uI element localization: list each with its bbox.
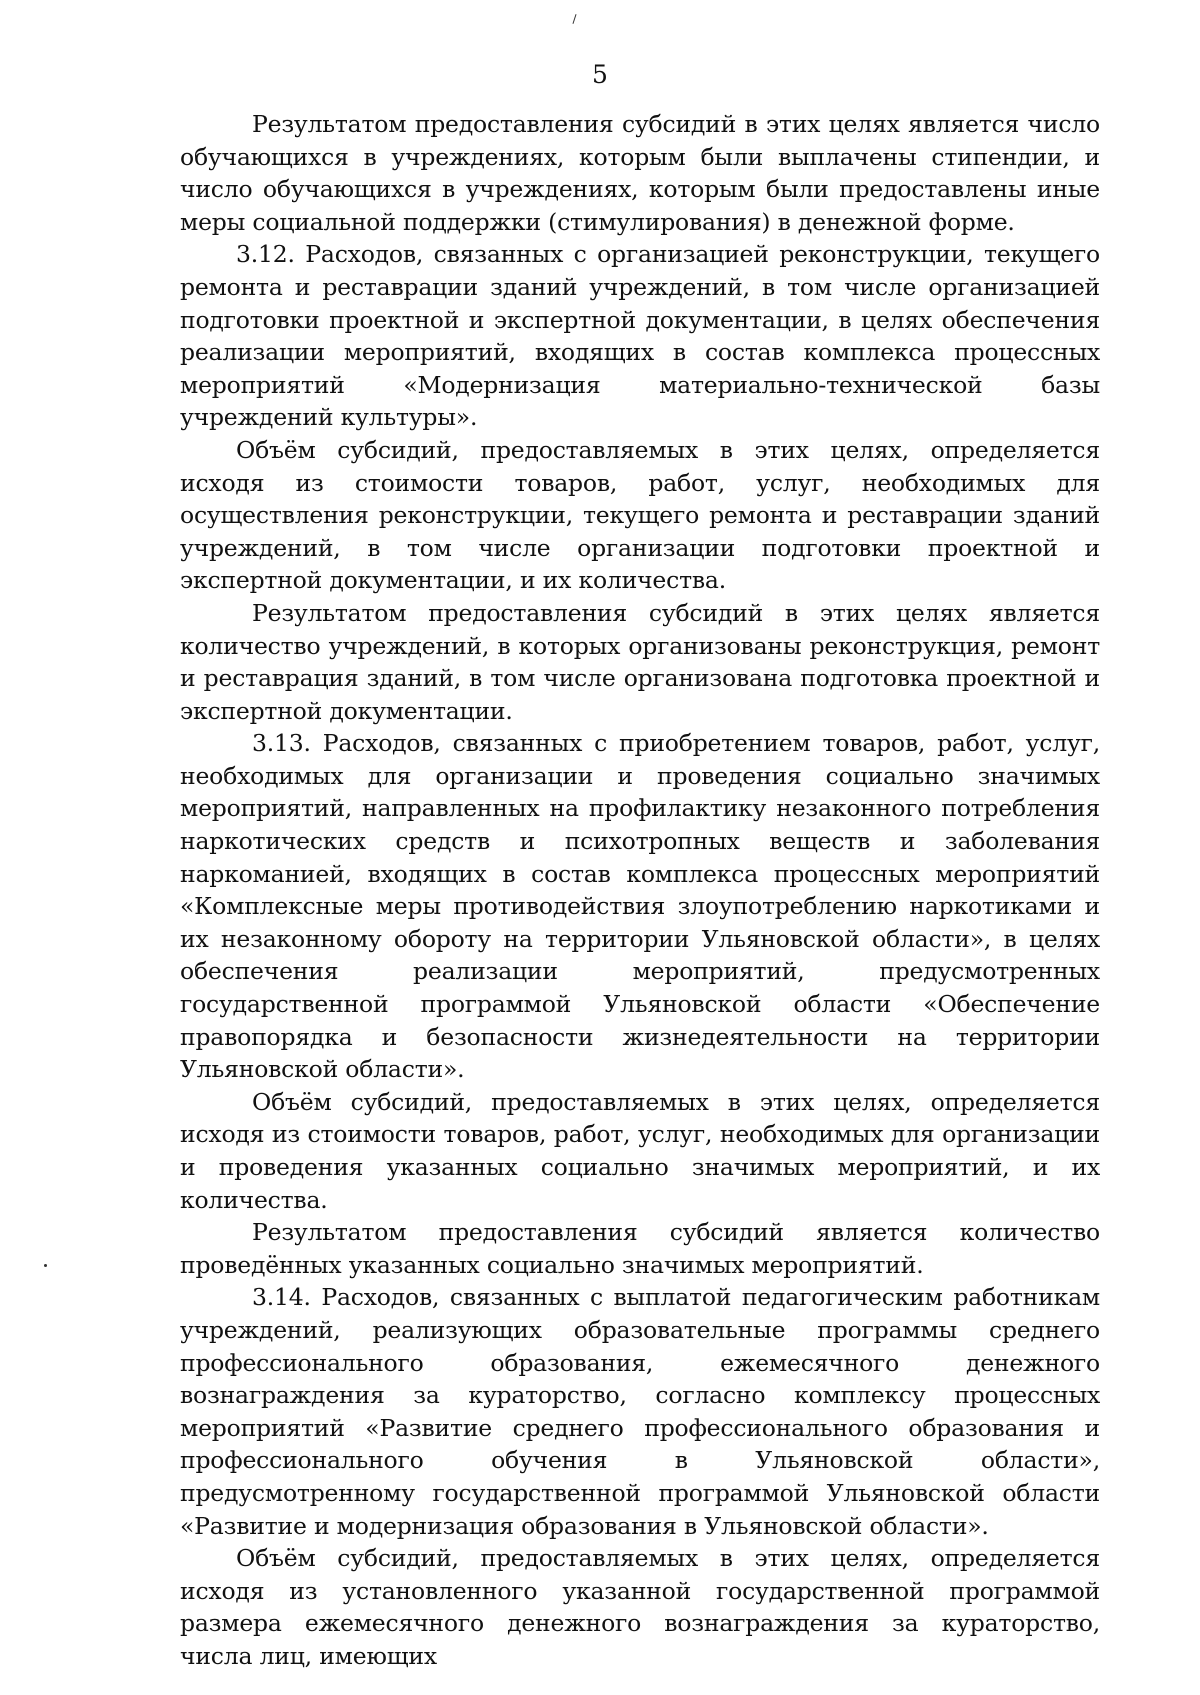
paragraph-3-12-reconstruction-expenses: 3.12. Расходов, связанных с организацией реконструкции, текущего ремонта и реставрации зданий учреждений, в том числе организацией подготовки проектной и экспертной документации, в целях обеспечения реализации мероприятий, входящих в состав комплекса процессных мероприятий «Модернизация материально-технической базы учреждений культуры». [180,240,1100,432]
paragraph-volume-reconstruction: Объём субсидий, предоставляемых в этих целях, определяется исходя из стоимости товаров, работ, услуг, необходимых для осуществления реконструкции, текущего ремонта и реставрации зданий учреждений, в том числе организации подготовки проектной и экспертной документации, и их количества. [180,435,1100,595]
paragraph-volume-drug-prevention: Объём субсидий, предоставляемых в этих целях, определяется исходя из стоимости товаров, работ, услуг, необходимых для организации и проведения указанных социально значимых мероприятий, и их количества. [180,1087,1100,1214]
paragraph-3-14-curator-payment-expenses: 3.14. Расходов, связанных с выплатой педагогическим работникам учреждений, реализующих образовательные программы среднего профессионального образования, ежемесячного денежного вознаграждения за кураторство, согласно комплексу процессных мероприятий «Развитие среднего профессионального образования и профессионального обучения в Ульяновской области», предусмотренному государственной программой Ульяновской области «Развитие и модернизация образования в Ульяновской области». [180,1283,1100,1540]
paragraph-result-drug-prevention: Результатом предоставления субсидий является количество проведённых указанных социально значимых мероприятий. [180,1218,1100,1279]
page-number: 5 [592,60,608,89]
paragraph-result-stipends: Результатом предоставления субсидий в этих целях является число обучающихся в учреждениях, которым были выплачены стипендии, и число обучающихся в учреждениях, которым были предоставлены иные меры социальной поддержки (стимулирования) в денежной форме. [180,110,1100,236]
scan-artifact-dot [44,1264,47,1267]
paragraph-result-reconstruction: Результатом предоставления субсидий в этих целях является количество учреждений, в которых организованы реконструкция, ремонт и реставрация зданий, в том числе организована подготовка проектной и экспертной документации. [180,598,1100,725]
paragraph-3-13-drug-prevention-expenses: 3.13. Расходов, связанных с приобретением товаров, работ, услуг, необходимых для организации и проведения социально значимых мероприятий, направленных на профилактику незаконного потребления наркотических средств и психотропных веществ и заболевания наркоманией, входящих в состав комплекса процессных мероприятий «Комплексные меры противодействия злоупотреблению наркотиками и их незаконному обороту на территории Ульяновской области», в целях обеспечения реализации мероприятий, предусмотренных государственной программой Ульяновской области «Обеспечение правопорядка и безопасности жизнедеятельности на территории Ульяновской области». [180,729,1100,1084]
document-body [180,108,1100,1673]
scan-artifact-mark [572,14,576,24]
paragraph-volume-curator-payment: Объём субсидий, предоставляемых в этих целях, определяется исходя из установленного указанной государственной программой размера ежемесячного денежного вознаграждения за кураторство, числа лиц, имеющих [180,1544,1100,1670]
